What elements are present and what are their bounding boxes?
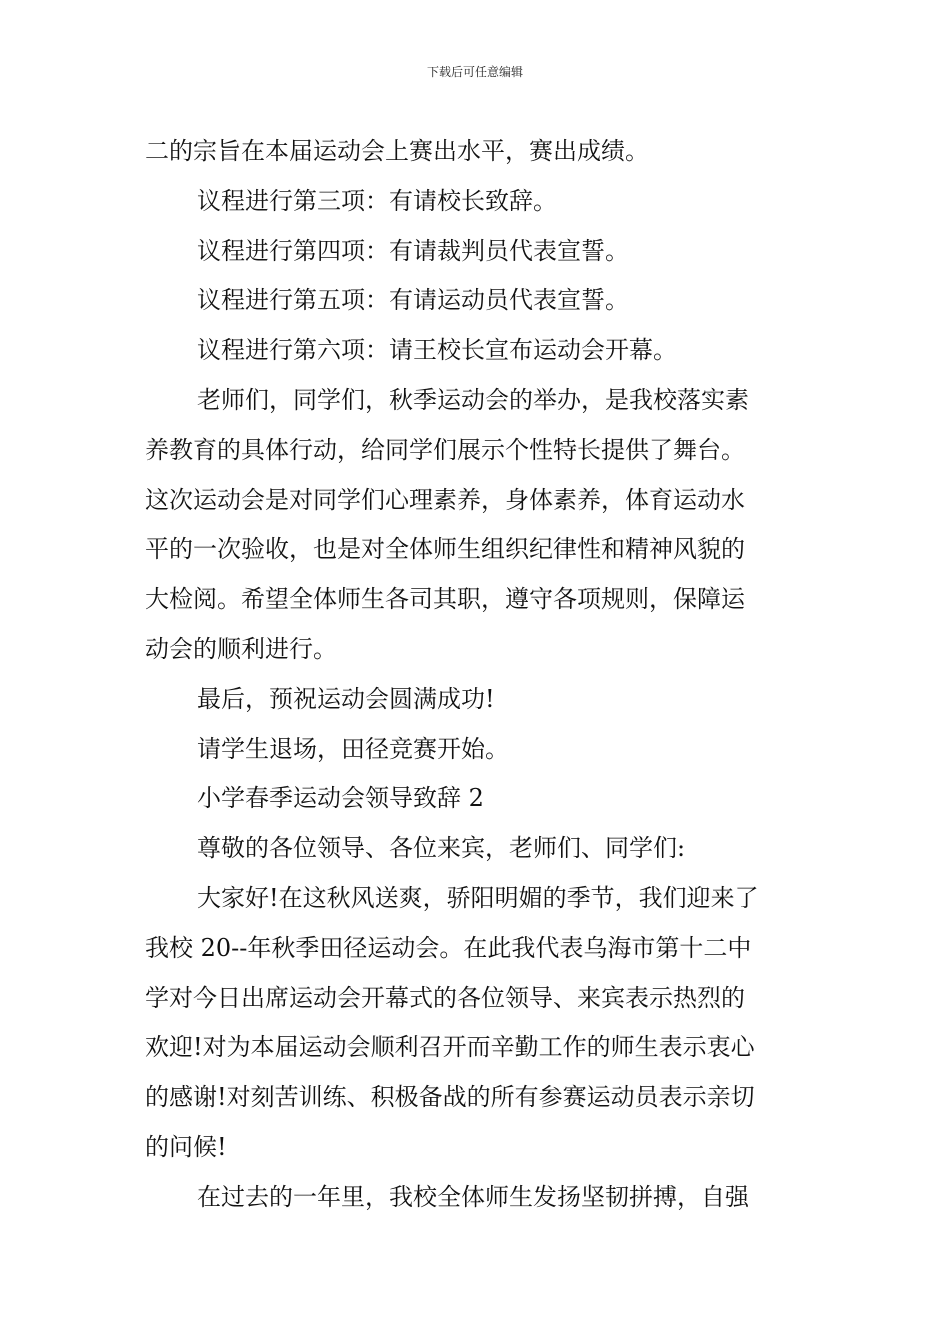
agenda-item-5: 议程进行第五项：有请运动员代表宣誓。 <box>197 286 629 315</box>
text-line: 请学生退场，田径竞赛开始。 <box>197 734 509 763</box>
text-line: 学对今日出席运动会开幕式的各位领导、来宾表示热烈的 <box>145 983 745 1012</box>
text-line: 在过去的一年里，我校全体师生发扬坚韧拼搏，自强 <box>197 1182 749 1211</box>
text-line: 动会的顺利进行。 <box>145 634 337 663</box>
text-line: 老师们，同学们，秋季运动会的举办，是我校落实素 <box>197 385 749 414</box>
text-line: 最后，预祝运动会圆满成功! <box>197 684 495 713</box>
section-title: 小学春季运动会领导致辞 2 <box>197 784 484 813</box>
text-line: 大家好!在这秋风送爽，骄阳明媚的季节，我们迎来了 <box>197 883 759 912</box>
text-line: 平的一次验收，也是对全体师生组织纪律性和精神风貌的 <box>145 535 745 564</box>
agenda-item-3: 议程进行第三项：有请校长致辞。 <box>197 186 557 215</box>
text-line: 我校 20--年秋季田径运动会。在此我代表乌海市第十二中 <box>145 933 752 962</box>
text-line: 这次运动会是对同学们心理素养，身体素养，体育运动水 <box>145 485 745 514</box>
text-line: 大检阅。希望全体师生各司其职，遵守各项规则，保障运 <box>145 585 745 614</box>
document-body <box>145 127 810 1223</box>
agenda-item-6: 议程进行第六项：请王校长宣布运动会开幕。 <box>197 336 677 365</box>
page-header-note: 下载后可任意编辑 <box>426 65 523 79</box>
text-line: 养教育的具体行动，给同学们展示个性特长提供了舞台。 <box>145 435 745 464</box>
agenda-item-4: 议程进行第四项：有请裁判员代表宣誓。 <box>197 236 629 265</box>
text-line: 欢迎!对为本届运动会顺利召开而辛勤工作的师生表示衷心 <box>145 1033 755 1062</box>
text-line: 的问候! <box>145 1132 227 1161</box>
text-line: 的感谢!对刻苦训练、积极备战的所有参赛运动员表示亲切 <box>145 1083 755 1112</box>
salutation: 尊敬的各位领导、各位来宾，老师们、同学们: <box>197 834 686 863</box>
text-line: 二的宗旨在本届运动会上赛出水平，赛出成绩。 <box>145 137 649 165</box>
